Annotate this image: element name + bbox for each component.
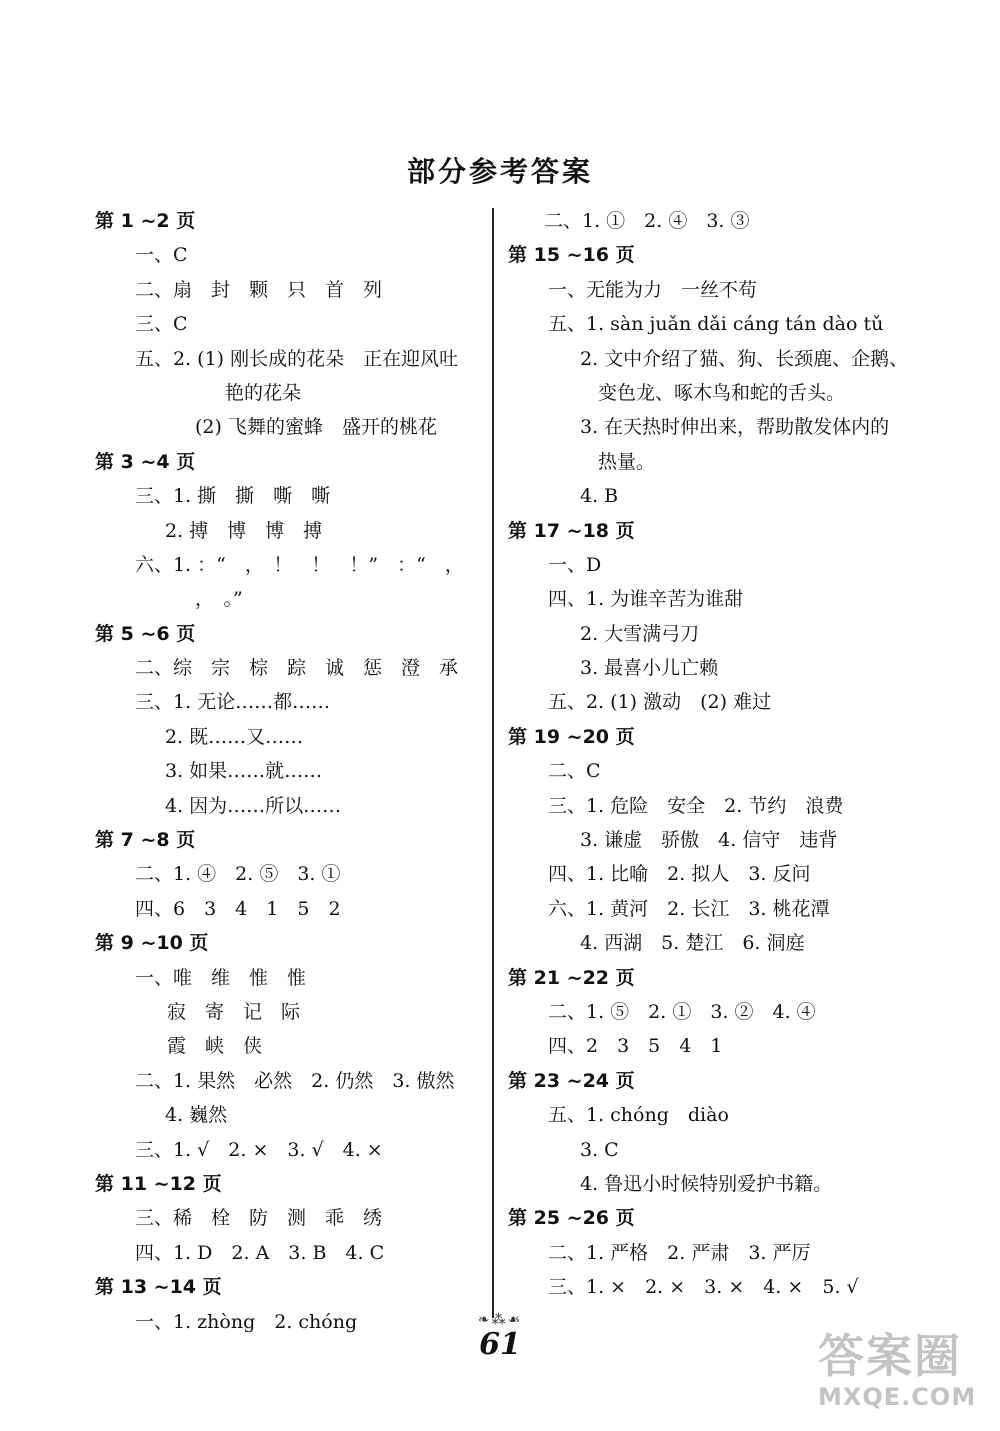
answer-line: 4. B (580, 485, 619, 508)
answer-line: 3. 谦虚 骄傲 4. 信守 违背 (580, 829, 838, 852)
answer-line: 二、扇 封 颗 只 首 列 (135, 278, 383, 301)
answer-line: 一、无能为力 一丝不苟 (548, 278, 758, 301)
section-heading: 第 5 ~6 页 (95, 622, 196, 645)
section-heading: 第 19 ~20 页 (508, 725, 635, 748)
section-heading: 第 7 ~8 页 (95, 829, 196, 852)
section-heading: 第 17 ~18 页 (508, 519, 635, 542)
answer-line: 2. 大雪满弓刀 (580, 622, 700, 645)
answer-line: 一、C (135, 244, 188, 267)
answer-line: 三、稀 栓 防 测 乖 绣 (135, 1207, 383, 1230)
answer-line: 三、1. √ 2. × 3. √ 4. × (135, 1138, 383, 1161)
answer-line: 3. 如果……就…… (165, 760, 323, 783)
answer-line: 4. 因为……所以…… (165, 794, 342, 817)
answer-line: 霞 峡 侠 (167, 1035, 263, 1058)
answer-line: 二、1. ⑤ 2. ① 3. ② 4. ④ (548, 1000, 816, 1023)
column-divider (492, 208, 494, 1318)
answer-line: 一、1. zhòng 2. chóng (135, 1310, 358, 1333)
answer-line: 4. 鲁迅小时候特别爱护书籍。 (580, 1172, 833, 1195)
answer-line: 二、1. 果然 必然 2. 仍然 3. 傲然 (135, 1069, 455, 1092)
answer-line: 五、2. (1) 刚长成的花朵 正在迎风吐 (135, 347, 459, 370)
section-heading: 第 9 ~10 页 (95, 932, 209, 955)
answer-line: 四、1. 比喻 2. 拟人 3. 反问 (548, 863, 811, 886)
answer-line: 五、2. (1) 激动 (2) 难过 (548, 691, 772, 714)
answer-line: 变色龙、啄木鸟和蛇的舌头。 (598, 381, 846, 404)
answer-line: 三、1. × 2. × 3. × 4. × 5. √ (548, 1276, 859, 1299)
page-title: 部分参考答案 (406, 155, 593, 188)
answer-line: 4. 西湖 5. 楚江 6. 洞庭 (580, 932, 805, 955)
answer-line: 3. C (580, 1138, 619, 1161)
answer-line: 四、2 3 5 4 1 (548, 1035, 723, 1058)
ornament-icon: ❧⁂☙ (477, 1312, 523, 1328)
answer-line: 二、1. ④ 2. ⑤ 3. ① (135, 863, 341, 886)
answer-line: 二、综 宗 棕 踪 诚 惩 澄 承 (135, 657, 459, 680)
answer-line: 艳的花朵 (225, 381, 302, 404)
answer-column-left (95, 204, 515, 1339)
answer-line: 三、C (135, 313, 188, 336)
answer-line: 2. 文中介绍了猫、狗、长颈鹿、企鹅、 (580, 347, 909, 370)
page-number: 61 (479, 1327, 521, 1362)
answer-line: 二、C (548, 760, 601, 783)
section-heading: 第 13 ~14 页 (95, 1276, 222, 1299)
answer-line: 四、1. D 2. A 3. B 4. C (135, 1241, 385, 1264)
section-heading: 第 21 ~22 页 (508, 966, 635, 989)
section-heading: 第 15 ~16 页 (508, 244, 635, 267)
section-heading: 第 23 ~24 页 (508, 1069, 635, 1092)
answer-line: 三、1. 危险 安全 2. 节约 浪费 (548, 794, 844, 817)
watermark-logo (818, 1330, 1000, 1430)
answer-line: 二、1. 严格 2. 严肃 3. 严厉 (548, 1241, 811, 1264)
section-heading: 第 1 ~2 页 (95, 210, 196, 232)
page-number-badge (455, 1312, 545, 1372)
answer-line: 一、唯 维 惟 惟 (135, 966, 307, 989)
watermark-site-text: MXQE.COM (818, 1383, 977, 1411)
answer-line: 三、1. 撕 撕 嘶 嘶 (135, 485, 331, 508)
answer-line: 寂 寄 记 际 (167, 1000, 301, 1023)
section-heading: 第 11 ~12 页 (95, 1172, 222, 1195)
answer-line: 一、D (548, 553, 602, 576)
answer-line: 六、1. ：“ ， ！ ！ ！” ：“ ， (135, 553, 464, 576)
answer-line: 五、1. chóng diào (548, 1104, 729, 1127)
answer-line: 3. 最喜小儿亡赖 (580, 657, 719, 680)
answer-line: (2) 飞舞的蜜蜂 盛开的桃花 (195, 416, 437, 439)
answer-line: 五、1. sàn juǎn dǎi cáng tán dào tǔ (548, 313, 884, 336)
answer-line: 4. 巍然 (165, 1104, 228, 1127)
answer-line: 四、6 3 4 1 5 2 (135, 897, 341, 920)
answer-line: ， 。” (195, 588, 243, 611)
answer-line: 三、1. 无论……都…… (135, 691, 331, 714)
answer-line: 热量。 (598, 450, 656, 473)
answer-line: 2. 既……又…… (165, 725, 304, 748)
section-heading: 第 3 ~4 页 (95, 450, 196, 473)
answer-line: 四、1. 为谁辛苦为谁甜 (548, 588, 744, 611)
watermark-logo-text: 答案圈 (818, 1329, 962, 1383)
answer-line: 2. 搏 博 博 搏 (165, 519, 323, 542)
answer-line: 六、1. 黄河 2. 长江 3. 桃花潭 (548, 897, 830, 920)
answer-column-right (508, 204, 938, 1305)
section-heading: 第 25 ~26 页 (508, 1207, 635, 1230)
answer-line: 二、1. ① 2. ④ 3. ③ (544, 210, 750, 232)
answer-line: 3. 在天热时伸出来，帮助散发体内的 (580, 416, 890, 439)
